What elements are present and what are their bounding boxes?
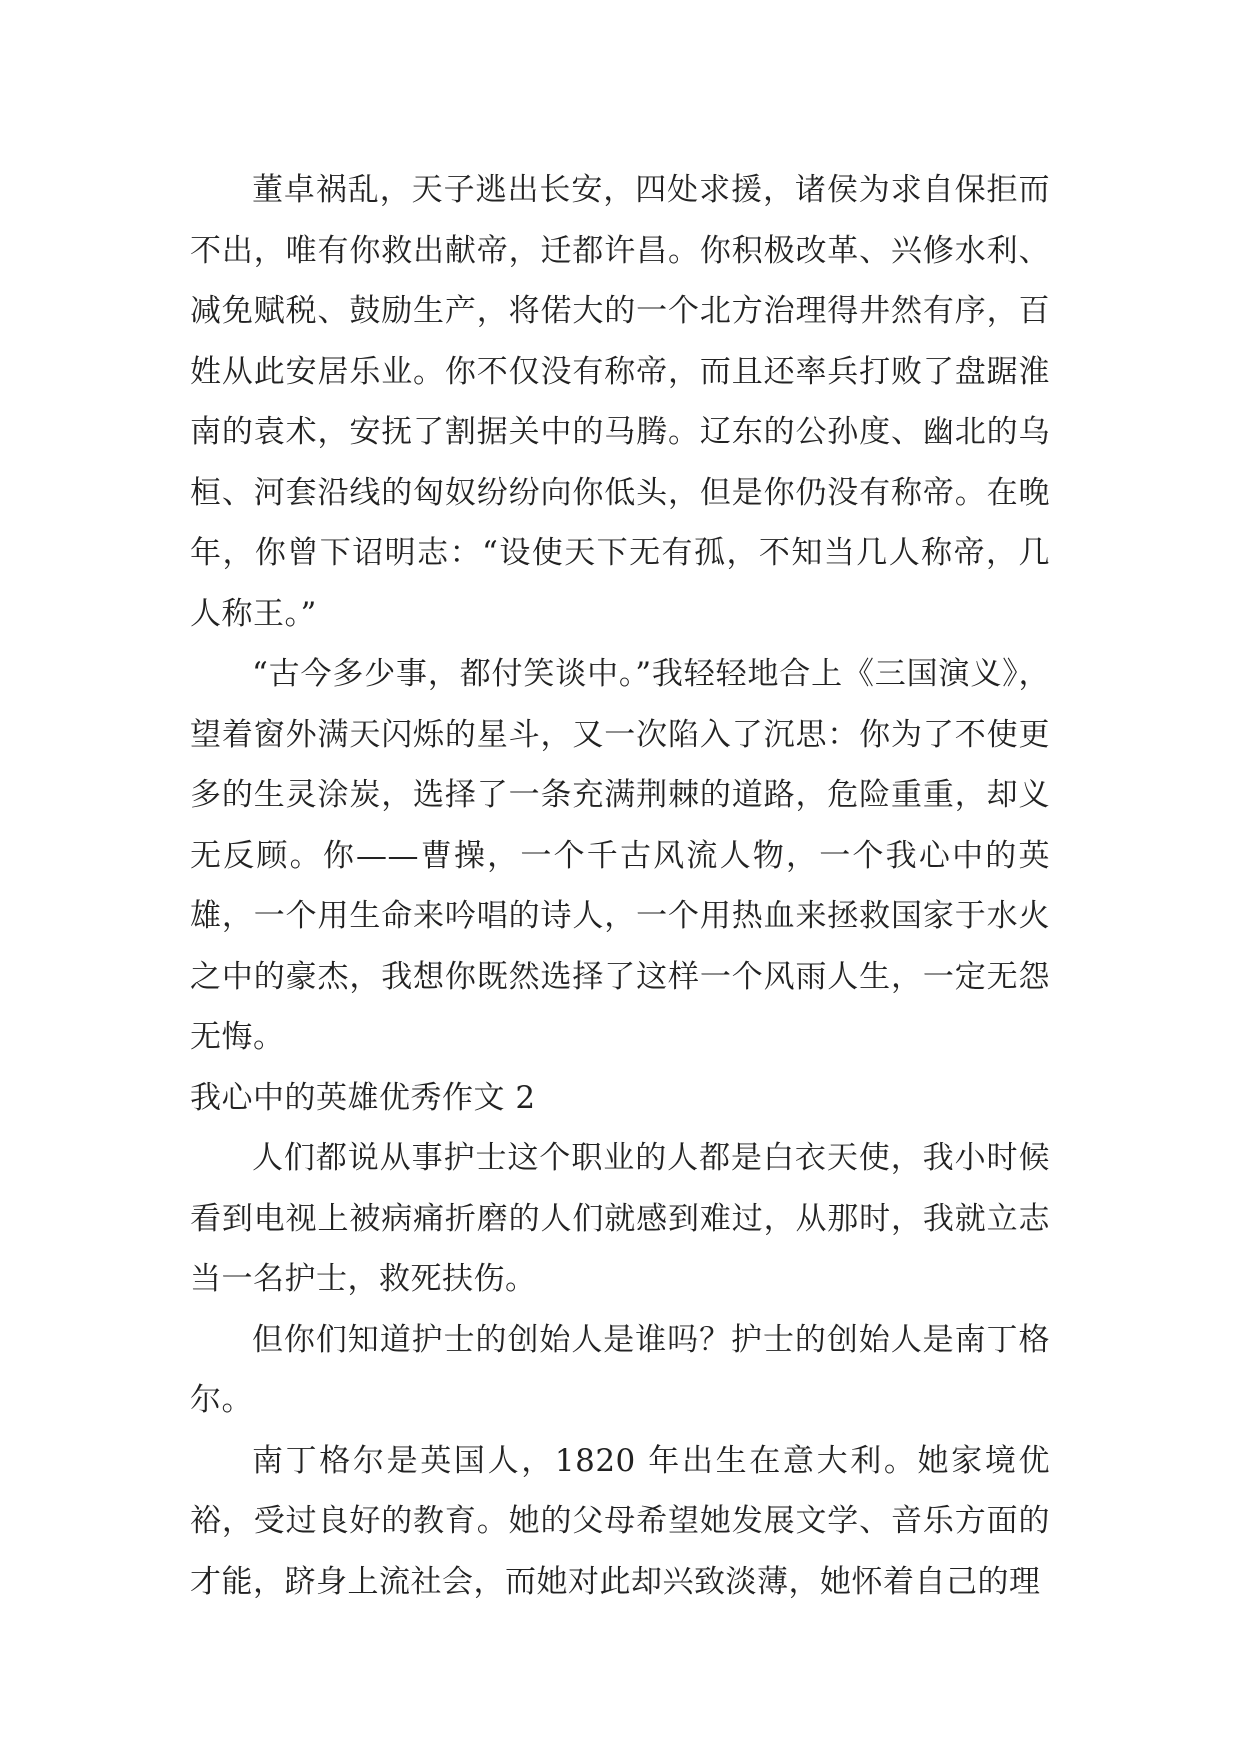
paragraph-nurse-founder: 但你们知道护士的创始人是谁吗？护士的创始人是南丁格尔。 bbox=[190, 1321, 1050, 1418]
paragraph-cao-cao-reflection: “古今多少事，都付笑谈中。”我轻轻地合上《三国演义》，望着窗外满天闪烁的星斗，又一次陷入了沉思：你为了不使更多的生灵涂炭，选择了一条充满荆棘的道路，危险重重，却义无反顾。你——曹操，一个千古风流人物，一个我心中的英雄，一个用生命来吟唱的诗人，一个用热血来拯救国家于水火之中的豪杰，我想你既然选择了这样一个风雨人生，一定无怨无悔。 bbox=[190, 656, 1050, 1055]
paragraph-cao-cao-achievements: 董卓祸乱，天子逃出长安，四处求援，诸侯为求自保拒而不出，唯有你救出献帝，迁都许昌。你积极改革、兴修水利、减免赋税、鼓励生产，将偌大的一个北方治理得井然有序，百姓从此安居乐业。你不仅没有称帝，而且还率兵打败了盘踞淮南的袁术，安抚了割据关中的马腾。辽东的公孙度、幽北的乌桓、河套沿线的匈奴纷纷向你低头，但是你仍没有称帝。在晚年，你曾下诏明志：“设使天下无有孤，不知当几人称帝，几人称王。” bbox=[190, 172, 1050, 632]
section-title: 我心中的英雄优秀作文 2 bbox=[190, 1079, 536, 1116]
paragraph-nurse-dream: 人们都说从事护士这个职业的人都是白衣天使，我小时候看到电视上被病痛折磨的人们就感到难过，从那时，我就立志当一名护士，救死扶伤。 bbox=[190, 1140, 1050, 1297]
document-body bbox=[190, 160, 1050, 1612]
paragraph-nightingale-bio: 南丁格尔是英国人，1820 年出生在意大利。她家境优裕，受过良好的教育。她的父母希望她发展文学、音乐方面的才能，跻身上流社会，而她对此却兴致淡薄，她怀着自己的理 bbox=[190, 1442, 1050, 1600]
